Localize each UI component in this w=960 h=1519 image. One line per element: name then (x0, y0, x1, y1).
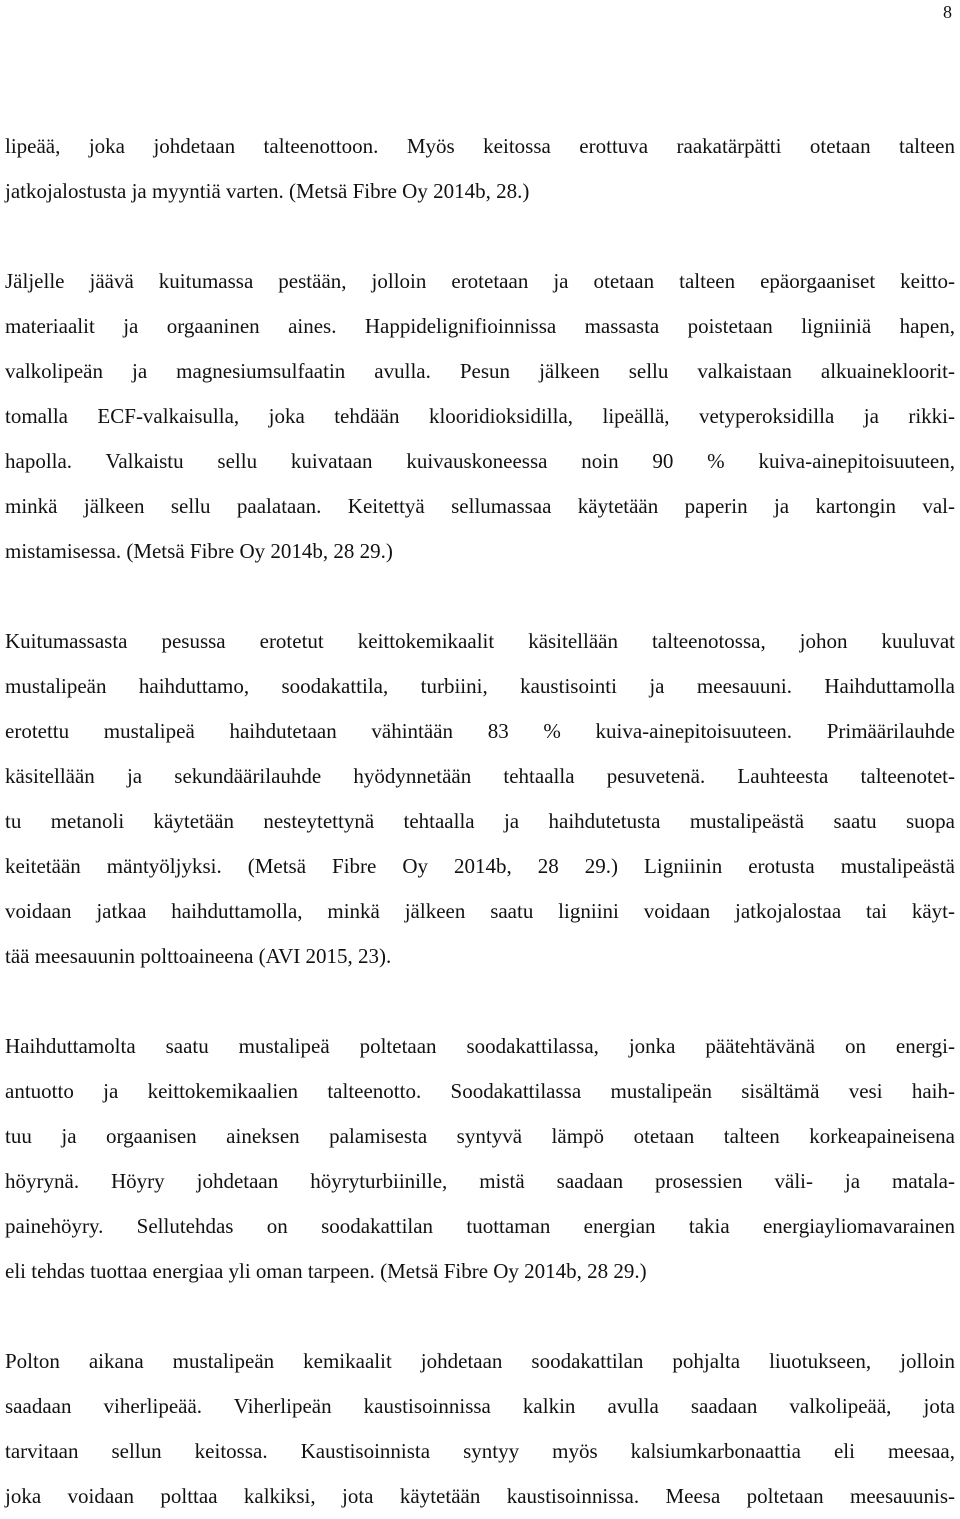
text-line: joka voidaan polttaa kalkiksi, jota käytetään kaustisoinnissa. Meesa poltetaan meesauunis- (5, 1484, 955, 1508)
text-line: materiaalit ja orgaaninen aines. Happidelignifioinnissa massasta poistetaan ligniiniä hapen, (5, 314, 955, 338)
text-line: tuu ja orgaanisen aineksen palamisesta syntyvä lämpö otetaan talteen korkeapaineisena (5, 1124, 955, 1148)
text-line: lipeää, joka johdetaan talteenottoon. Myös keitossa erottuva raakatärpätti otetaan talteen (5, 134, 955, 158)
text-line: keitetään mäntyöljyksi. (Metsä Fibre Oy 2014b, 28 29.) Ligniinin erotusta mustalipeästä (5, 854, 955, 878)
paragraph-4 (5, 1024, 955, 1294)
paragraph-gap (5, 979, 955, 1024)
text-line: Polton aikana mustalipeän kemikaalit johdetaan soodakattilan pohjalta liuotukseen, jolloin (5, 1349, 955, 1373)
paragraph-2 (5, 259, 955, 574)
paragraph-3 (5, 619, 955, 979)
page-number: 8 (943, 2, 952, 22)
text-line: Haihduttamolta saatu mustalipeä poltetaan soodakattilassa, jonka päätehtävänä on energi- (5, 1034, 955, 1058)
text-line: jatkojalostusta ja myyntiä varten. (Metsä Fibre Oy 2014b, 28.) (5, 179, 530, 203)
text-line: minkä jälkeen sellu paalataan. Keitettyä sellumassaa käytetään paperin ja kartongin val- (5, 494, 955, 518)
paragraph-gap (5, 214, 955, 259)
paragraph-gap (5, 574, 955, 619)
text-line: käsitellään ja sekundäärilauhde hyödynnetään tehtaalla pesuvetenä. Lauhteesta talteenotet- (5, 764, 955, 788)
text-line: valkolipeän ja magnesiumsulfaatin avulla. Pesun jälkeen sellu valkaistaan alkuainekloorit- (5, 359, 955, 383)
document-body (5, 124, 955, 1519)
text-line: painehöyry. Sellutehdas on soodakattilan tuottaman energian takia energiayliomavarainen (5, 1214, 955, 1238)
text-line: Jäljelle jäävä kuitumassa pestään, jolloin erotetaan ja otetaan talteen epäorgaaniset keitto- (5, 269, 955, 293)
paragraph-1 (5, 124, 955, 214)
text-line: tarvitaan sellun keitossa. Kaustisoinnista syntyy myös kalsiumkarbonaattia eli meesaa, (5, 1439, 955, 1463)
paragraph-gap (5, 1294, 955, 1339)
text-line: antuotto ja keittokemikaalien talteenotto. Soodakattilassa mustalipeän sisältämä vesi haih- (5, 1079, 955, 1103)
text-line: Kuitumassasta pesussa erotetut keittokemikaalit käsitellään talteenotossa, johon kuuluvat (5, 629, 955, 653)
text-line: höyrynä. Höyry johdetaan höyryturbiinille, mistä saadaan prosessien väli- ja matala- (5, 1169, 955, 1193)
text-line: mistamisessa. (Metsä Fibre Oy 2014b, 28 29.) (5, 539, 393, 563)
text-line: hapolla. Valkaistu sellu kuivataan kuivauskoneessa noin 90 % kuiva-ainepitoisuuteen, (5, 449, 955, 473)
text-line: saadaan viherlipeää. Viherlipeän kaustisoinnissa kalkin avulla saadaan valkolipeää, jota (5, 1394, 955, 1418)
text-line: erotettu mustalipeä haihdutetaan vähintään 83 % kuiva-ainepitoisuuteen. Primäärilauhde (5, 719, 955, 743)
text-line: tu metanoli käytetään nesteytettynä tehtaalla ja haihdutetusta mustalipeästä saatu suopa (5, 809, 955, 833)
text-line: mustalipeän haihduttamo, soodakattila, turbiini, kaustisointi ja meesauuni. Haihduttamolla (5, 674, 955, 698)
text-line: tää meesauunin polttoaineena (AVI 2015, 23). (5, 944, 392, 968)
text-line: tomalla ECF-valkaisulla, joka tehdään klooridioksidilla, lipeällä, vetyperoksidilla ja rikki- (5, 404, 955, 428)
text-line: voidaan jatkaa haihduttamolla, minkä jälkeen saatu ligniini voidaan jatkojalostaa tai käyt- (5, 899, 955, 923)
text-line: eli tehdas tuottaa energiaa yli oman tarpeen. (Metsä Fibre Oy 2014b, 28 29.) (5, 1259, 647, 1283)
paragraph-5 (5, 1339, 955, 1519)
